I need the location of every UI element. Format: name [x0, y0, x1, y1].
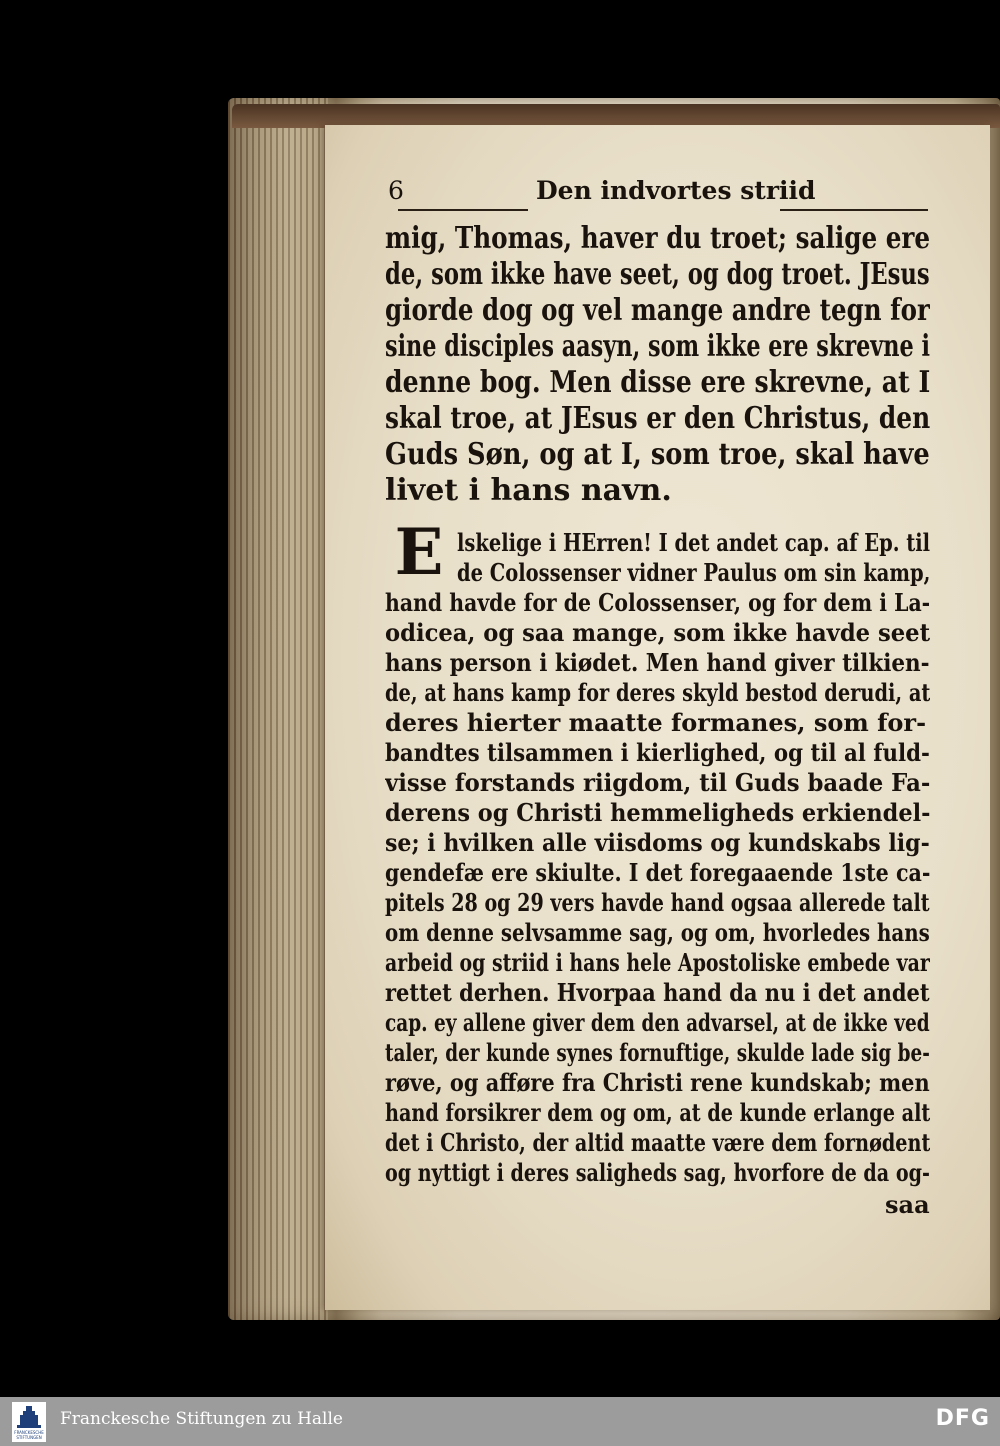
- page-edges: [228, 98, 328, 1320]
- text-line: lskelige i HErren! I det andet cap. af Ep. til: [457, 528, 930, 557]
- text-line: pitels 28 og 29 vers havde hand ogsaa allerede talt: [385, 888, 930, 917]
- text-line: rettet derhen. Hvorpaa hand da nu i det andet: [385, 978, 930, 1007]
- text-line: de Colossenser vidner Paulus om sin kamp,: [457, 558, 930, 587]
- text-line: gendefæ ere skiulte. I det foregaaende 1ste ca-: [385, 858, 930, 887]
- institution-name[interactable]: Franckesche Stiftungen zu Halle: [60, 1409, 343, 1429]
- page-number: 6: [388, 176, 404, 205]
- drop-cap: E: [394, 515, 444, 590]
- text-line: sine disciples aasyn, som ikke ere skrevne i: [385, 330, 930, 364]
- text-line: derens og Christi hemmeligheds erkiendel-: [385, 798, 930, 827]
- text-line: denne bog. Men disse ere skrevne, at I: [385, 366, 930, 400]
- header-rule-right: [780, 209, 928, 211]
- text-line: røve, og afføre fra Christi rene kundskab; men: [385, 1068, 930, 1097]
- text-line: taler, der kunde synes fornuftige, skulde lade sig be-: [385, 1038, 930, 1067]
- text-line: bandtes tilsammen i kierlighed, og til al fuld-: [385, 738, 930, 767]
- dfg-logo[interactable]: DFG: [935, 1406, 990, 1431]
- catchword: saa: [885, 1190, 930, 1219]
- text-line: om denne selvsamme sag, og om, hvorledes hans: [385, 918, 930, 947]
- text-line: hans person i kiødet. Men hand giver tilkien-: [385, 648, 930, 677]
- text-line: giorde dog og vel mange andre tegn for: [385, 294, 930, 328]
- text-line: mig, Thomas, haver du troet; salige ere: [385, 222, 930, 256]
- institution-logo[interactable]: [12, 1402, 46, 1442]
- running-head: Den indvortes striid: [536, 176, 816, 205]
- text-line: deres hierter maatte formanes, som for-: [385, 708, 927, 737]
- text-line: skal troe, at JEsus er den Christus, den: [385, 402, 930, 436]
- text-line: hand havde for de Colossenser, og for dem i La-: [385, 588, 930, 617]
- text-line: cap. ey allene giver dem den advarsel, at de ikke ved: [385, 1008, 930, 1037]
- text-line: og nyttigt i deres saligheds sag, hvorfore de da og-: [385, 1158, 930, 1187]
- text-line: odicea, og saa mange, som ikke havde seet: [385, 618, 930, 647]
- text-line: arbeid og striid i hans hele Apostoliske embede var: [385, 948, 930, 977]
- text-line: hand forsikrer dem og om, at de kunde erlange alt: [385, 1098, 930, 1127]
- text-line: de, som ikke have seet, og dog troet. JEsus: [385, 258, 930, 292]
- text-line: visse forstands riigdom, til Guds baade Fa-: [385, 768, 930, 797]
- page-header: [388, 176, 928, 210]
- text-line: Guds Søn, og at I, som troe, skal have: [385, 438, 930, 472]
- logo-caption-line-1: FRANCKESCHE: [14, 1430, 44, 1435]
- text-line: det i Christo, der altid maatte være dem fornødent: [385, 1128, 930, 1157]
- text-line: se; i hvilken alle viisdoms og kundskabs lig-: [385, 828, 930, 857]
- logo-caption-line-2: STIFTUNGEN: [16, 1435, 42, 1440]
- text-line: livet i hans navn.: [385, 474, 672, 508]
- viewer-footer: [0, 1397, 1000, 1446]
- text-line: de, at hans kamp for deres skyld bestod derudi, at: [385, 678, 930, 707]
- header-rule-left: [398, 209, 528, 211]
